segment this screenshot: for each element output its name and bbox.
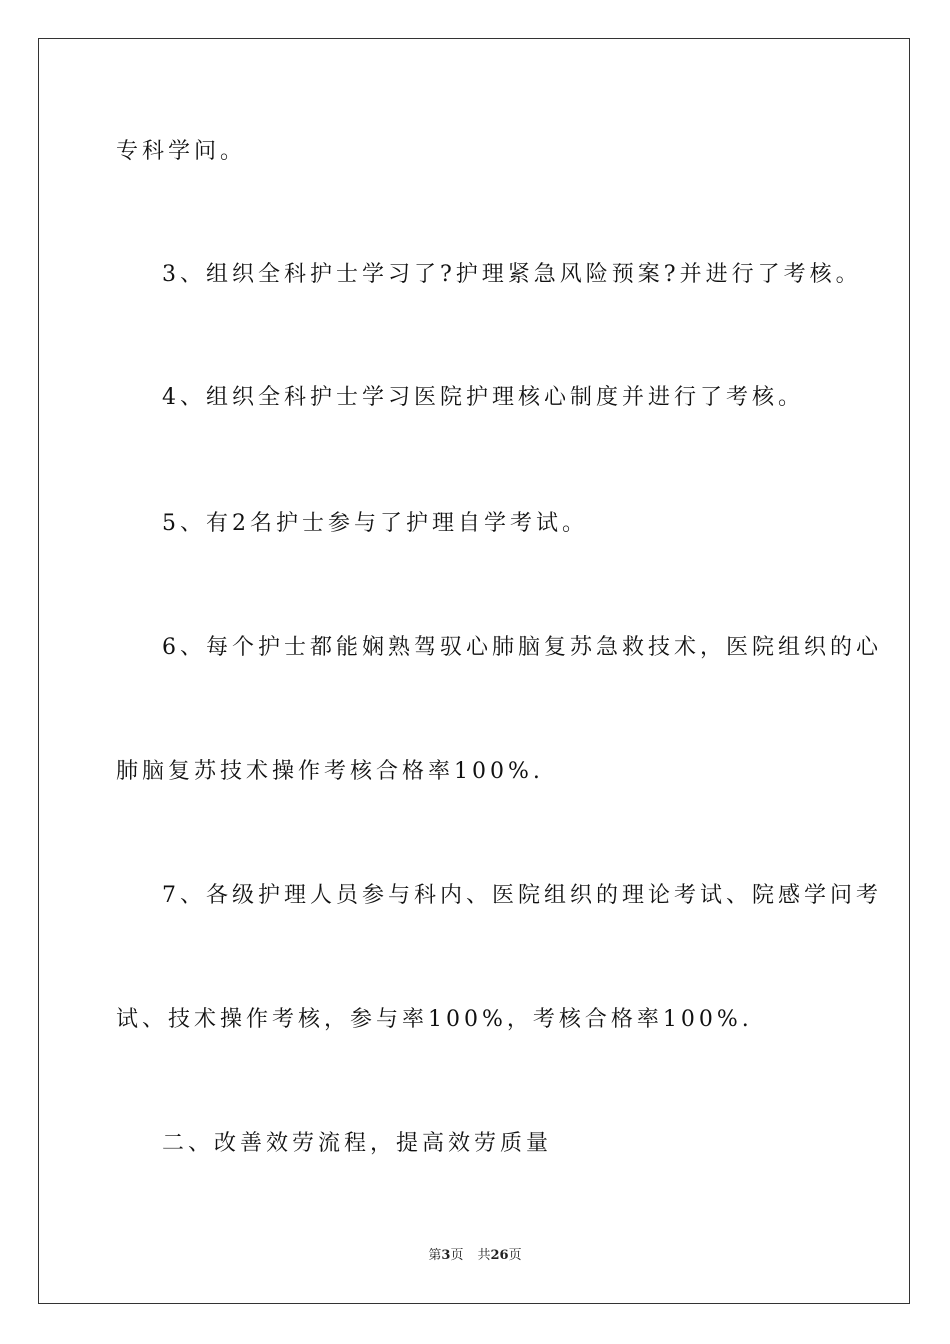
page-border bbox=[38, 38, 910, 1304]
page-suffix: 页 bbox=[450, 1248, 464, 1263]
paragraph-line: 专科学问。 bbox=[116, 139, 247, 164]
paragraph-line: 肺脑复苏技术操作考核合格率100%. bbox=[116, 759, 544, 784]
paragraph-line: 4、组织全科护士学习医院护理核心制度并进行了考核。 bbox=[162, 385, 804, 410]
total-prefix: 共 bbox=[477, 1248, 491, 1263]
paragraph-line: 3、组织全科护士学习了?护理紧急风险预案?并进行了考核。 bbox=[162, 262, 862, 287]
paragraph-line: 6、每个护士都能娴熟驾驭心肺脑复苏急救技术，医院组织的心 bbox=[162, 635, 882, 660]
page-number: 3 bbox=[441, 1248, 451, 1263]
paragraph-line: 7、各级护理人员参与科内、医院组织的理论考试、院感学问考 bbox=[162, 883, 882, 908]
total-suffix: 页 bbox=[508, 1248, 522, 1263]
paragraph-line: 试、技术操作考核，参与率100%，考核合格率100%. bbox=[116, 1007, 753, 1032]
paragraph-line: 5、有2名护士参与了护理自学考试。 bbox=[162, 511, 588, 536]
total-pages: 26 bbox=[490, 1248, 509, 1263]
section-heading: 二、改善效劳流程，提高效劳质量 bbox=[162, 1131, 553, 1156]
page-prefix: 第 bbox=[428, 1248, 442, 1263]
page-footer bbox=[0, 1247, 950, 1265]
